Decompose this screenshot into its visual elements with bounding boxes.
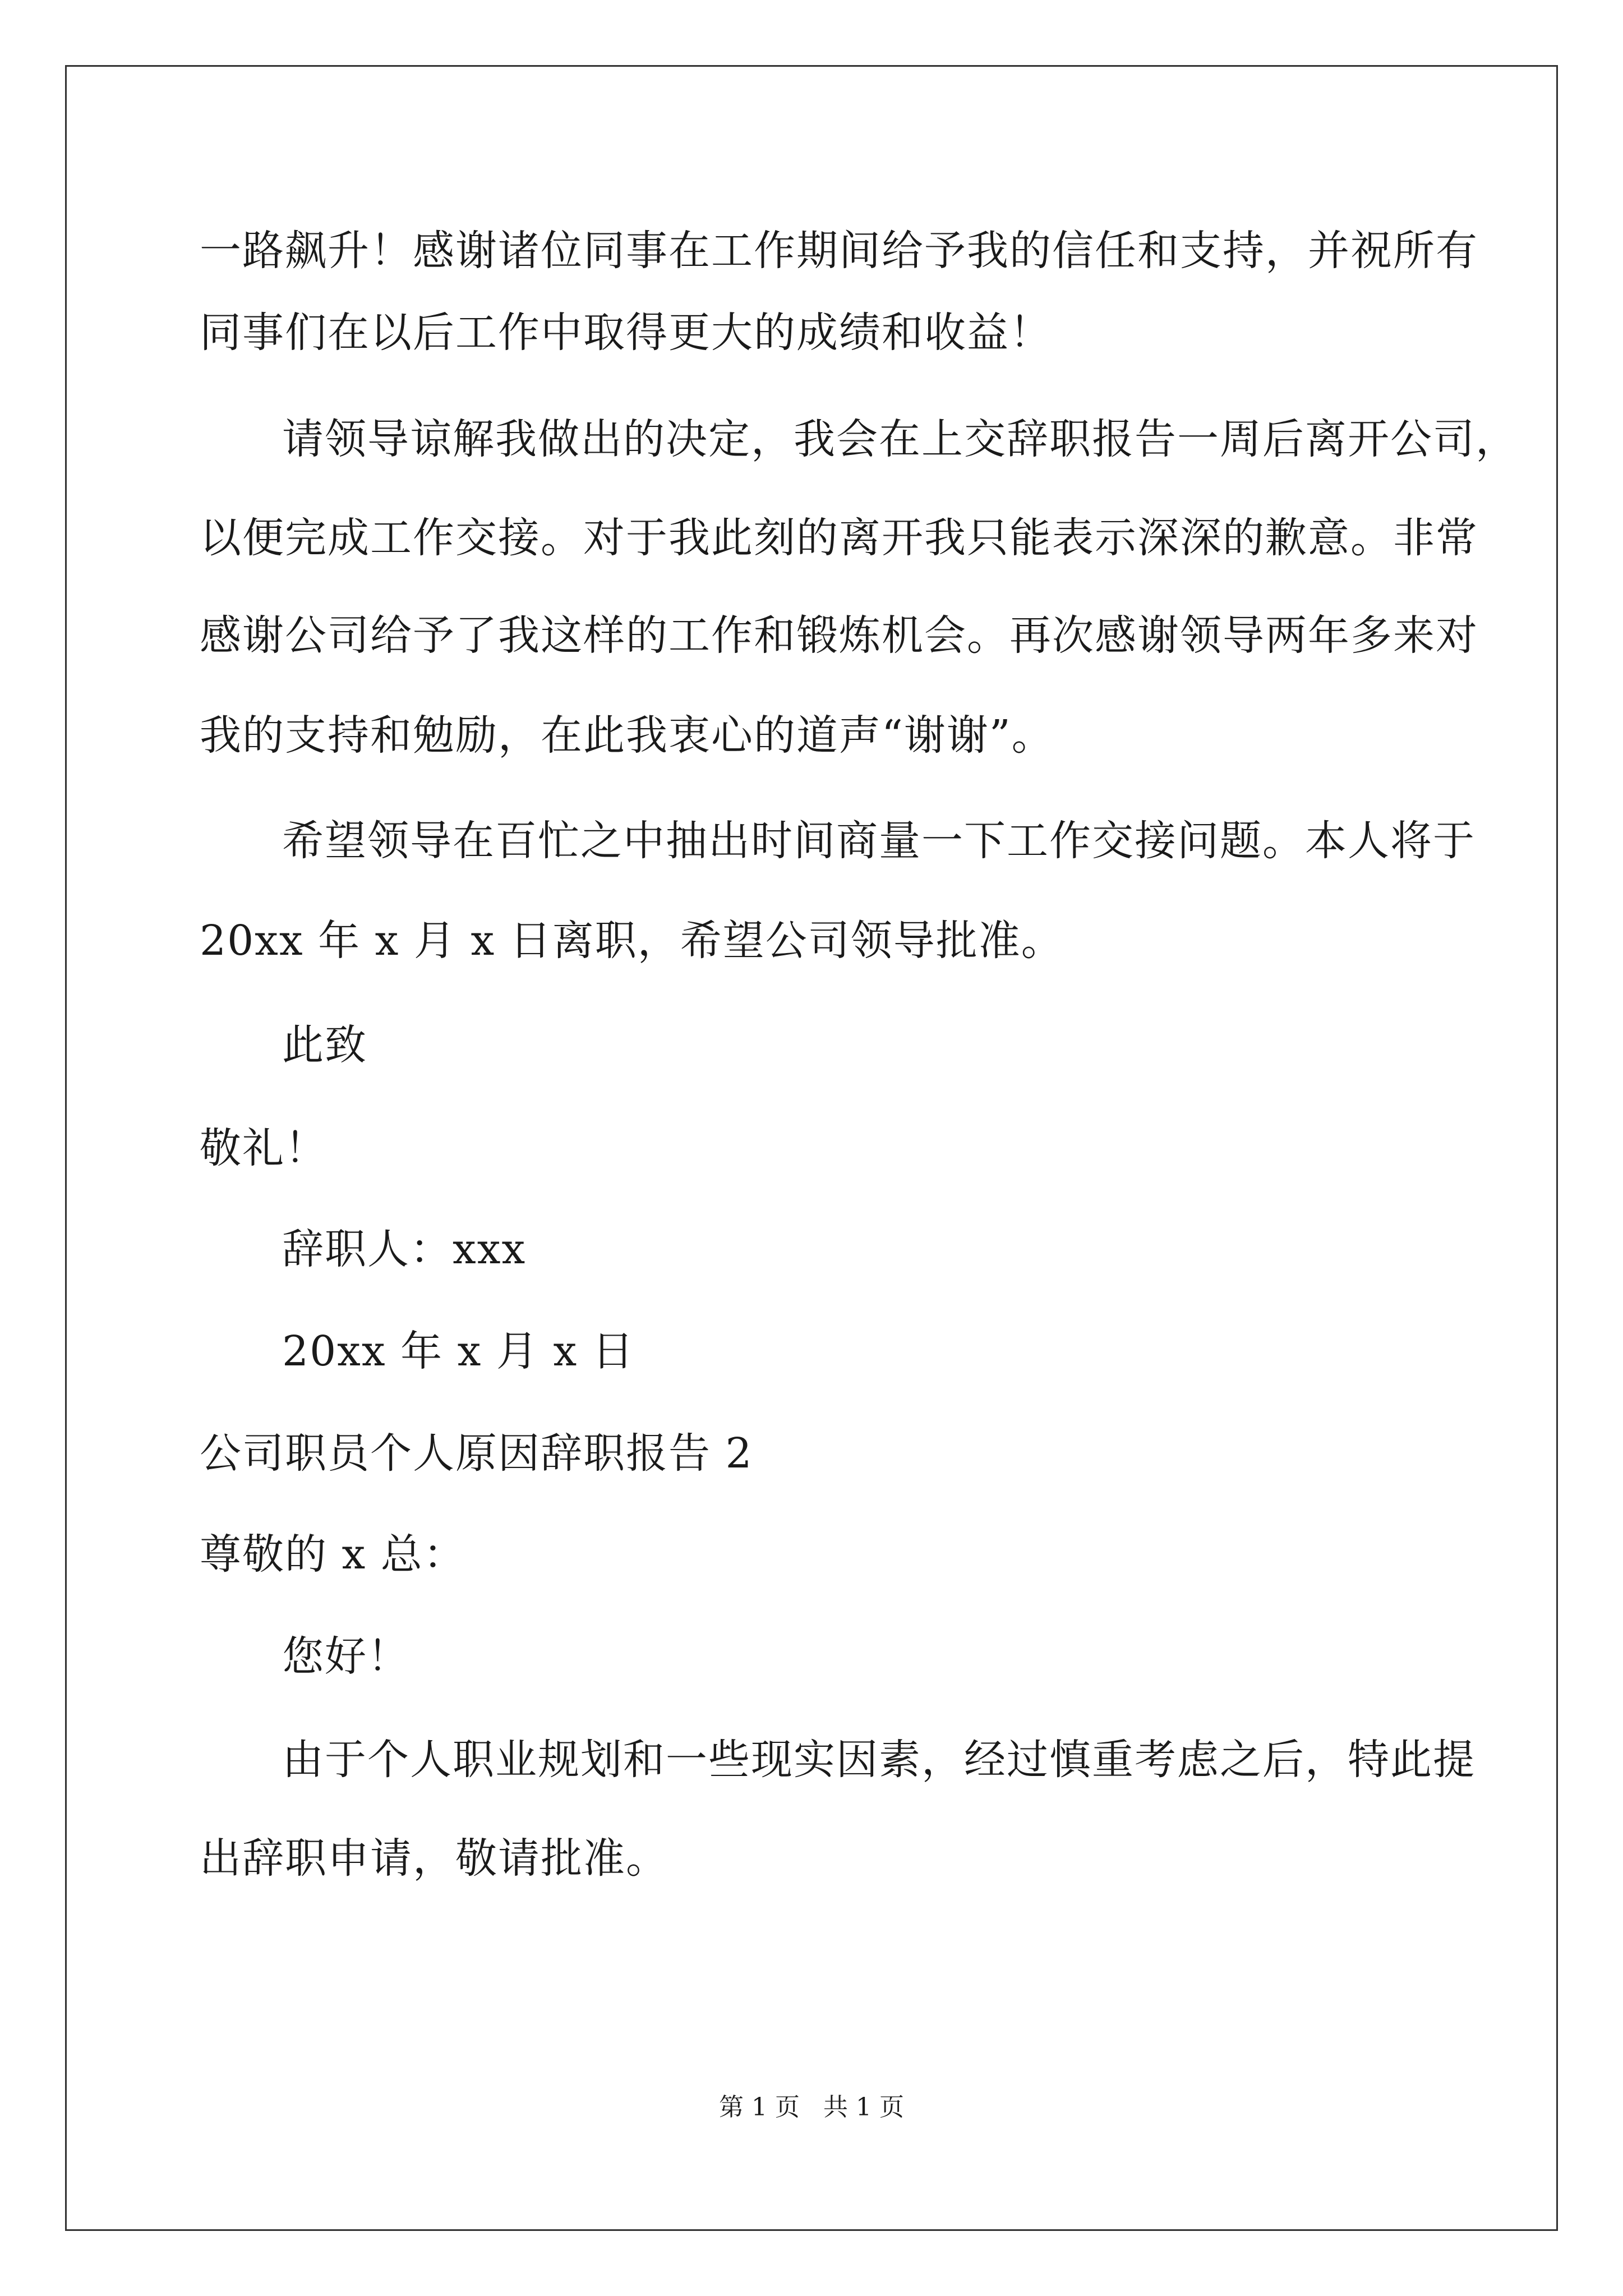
page-footer: 第 1 页 共 1 页	[719, 2093, 904, 2122]
paragraph-line-2: 同事们在以后工作中取得更大的成绩和收益！	[200, 309, 1052, 357]
signature-date: 20xx 年 x 月 x 日	[282, 1327, 635, 1375]
letter-greeting: 您好！	[282, 1632, 410, 1681]
paragraph-line-8: 20xx 年 x 月 x 日离职，希望公司领导批准。	[200, 917, 1064, 965]
paragraph-line-4: 以便完成工作交接。对于我此刻的离开我只能表示深深的歉意。非常	[200, 514, 1478, 562]
letter-salutation: 尊敬的 x 总：	[200, 1530, 466, 1579]
paragraph-line-1: 一路飙升！感谢诸位同事在工作期间给予我的信任和支持，并祝所有	[200, 227, 1478, 275]
signature-name: 辞职人：xxx	[282, 1225, 527, 1273]
paragraph-line-7: 希望领导在百忙之中抽出时间商量一下工作交接问题。本人将于	[282, 817, 1476, 865]
paragraph-line-9: 由于个人职业规划和一些现实因素，经过慎重考虑之后，特此提	[282, 1736, 1476, 1784]
paragraph-line-5: 感谢公司给予了我这样的工作和锻炼机会。再次感谢领导两年多来对	[200, 611, 1478, 660]
closing-regards: 敬礼！	[200, 1124, 328, 1172]
paragraph-line-6: 我的支持和勉励，在此我衷心的道声“谢谢”。	[200, 711, 1054, 760]
closing-salutation: 此致	[282, 1021, 367, 1069]
paragraph-line-10: 出辞职申请，敬请批准。	[200, 1834, 668, 1883]
paragraph-line-3: 请领导谅解我做出的决定，我会在上交辞职报告一周后离开公司，	[282, 415, 1518, 463]
section-title: 公司职员个人原因辞职报告 2	[200, 1429, 753, 1478]
